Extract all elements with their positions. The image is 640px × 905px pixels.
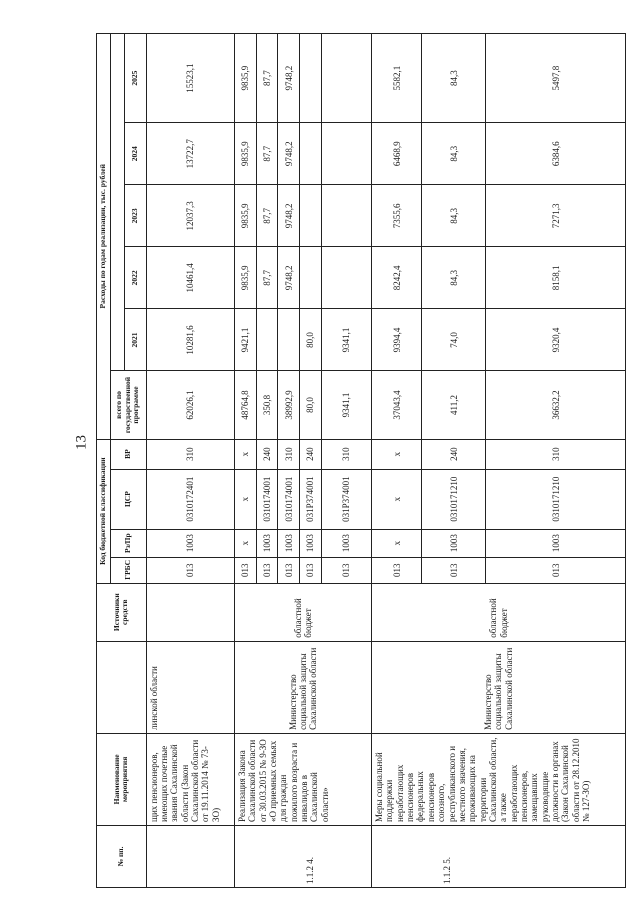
- table-row: [146, 34, 234, 888]
- cell-2024: 84,3: [422, 123, 486, 185]
- cell-total: 411,2: [422, 371, 486, 439]
- cell-vr: 240: [422, 439, 486, 469]
- header-rzpr: Рз/Пр: [110, 529, 146, 557]
- cell-2021: 9421,1: [235, 309, 257, 371]
- header-source: Источники средств: [97, 583, 147, 641]
- header-budget-class: Код бюджетной классификации: [97, 439, 111, 583]
- cell-rzpr: 1003: [256, 529, 278, 557]
- cell-grbs: 013: [321, 557, 371, 583]
- cell-2023: [321, 185, 371, 247]
- cell-2024: [300, 123, 322, 185]
- cell-2021: 80,0: [300, 309, 322, 371]
- header-total: всего по государственной программе: [110, 371, 146, 439]
- header-year-2024: 2024: [124, 123, 146, 185]
- cell-rzpr: 1003: [486, 529, 626, 557]
- cell-grbs: 013: [486, 557, 626, 583]
- cell-num: 1.1.2 4.: [235, 825, 372, 887]
- cell-source: [146, 583, 234, 641]
- cell-rzpr: х: [372, 529, 422, 557]
- header-grbs: ГРБС: [110, 557, 146, 583]
- cell-2022: 8158,1: [486, 247, 626, 309]
- cell-2024: [321, 123, 371, 185]
- cell-2023: 7355,6: [372, 185, 422, 247]
- cell-source: областной бюджет: [372, 583, 626, 641]
- budget-table: [96, 33, 626, 888]
- cell-2022: 87,7: [256, 247, 278, 309]
- cell-total: 80,0: [300, 371, 322, 439]
- cell-csr: 031Р374001: [321, 469, 371, 529]
- cell-csr: 0310174001: [278, 469, 300, 529]
- cell-source: областной бюджет: [235, 583, 372, 641]
- cell-2025: [300, 34, 322, 123]
- header-years-spacer: [110, 34, 124, 371]
- cell-name: Меры социальной поддержки неработающих пенсионеров федеральных пенсионеров союзного, республиканского и местного значения, проживающих на территории Сахалинской области, а также неработающих пенсионеров, замещавших руководящие должности в органах (Закон Сахалинской области от 28.12.2010 № 127-ЗО): [372, 733, 626, 825]
- cell-2022: 84,3: [422, 247, 486, 309]
- cell-vr: 310: [486, 439, 626, 469]
- header-csr: ЦСР: [110, 469, 146, 529]
- cell-vr: 240: [256, 439, 278, 469]
- cell-executor: Министерство социальной защиты Сахалинской области: [235, 641, 372, 733]
- cell-2022: [321, 247, 371, 309]
- cell-2023: 12037,3: [146, 185, 234, 247]
- cell-vr: 310: [321, 439, 371, 469]
- cell-total: 37043,4: [372, 371, 422, 439]
- cell-name: Реализация Закона Сахалинской области от 30.03.2015 № 9-ЗО «О приемных семьях для граждан пожилого возраста и инвалидов в Сахалинской области»: [235, 733, 372, 825]
- cell-2025: 9748,2: [278, 34, 300, 123]
- cell-total: 48764,8: [235, 371, 257, 439]
- cell-2025: [321, 34, 371, 123]
- cell-num: [146, 825, 234, 887]
- cell-2021: 10281,6: [146, 309, 234, 371]
- cell-2023: [300, 185, 322, 247]
- cell-total: 350,8: [256, 371, 278, 439]
- cell-2025: 5497,8: [486, 34, 626, 123]
- cell-csr: 0310174001: [256, 469, 278, 529]
- cell-num: 1.1.2 5.: [372, 825, 626, 887]
- cell-2025: 5582,1: [372, 34, 422, 123]
- cell-executor: линской области: [146, 641, 234, 733]
- cell-2023: 7271,3: [486, 185, 626, 247]
- cell-grbs: 013: [300, 557, 322, 583]
- cell-csr: х: [372, 469, 422, 529]
- cell-rzpr: х: [235, 529, 257, 557]
- cell-grbs: 013: [235, 557, 257, 583]
- cell-2022: 9748,2: [278, 247, 300, 309]
- cell-vr: 310: [146, 439, 234, 469]
- cell-2024: 6468,9: [372, 123, 422, 185]
- cell-2025: 87,7: [256, 34, 278, 123]
- header-year-2023: 2023: [124, 185, 146, 247]
- cell-2025: 9835,9: [235, 34, 257, 123]
- cell-2021: 74,0: [422, 309, 486, 371]
- cell-2021: [256, 309, 278, 371]
- cell-2023: 84,3: [422, 185, 486, 247]
- cell-csr: 0310171210: [422, 469, 486, 529]
- cell-vr: 310: [278, 439, 300, 469]
- cell-2022: 10461,4: [146, 247, 234, 309]
- header-vr: ВР: [110, 439, 146, 469]
- table-row: [235, 34, 257, 888]
- cell-2021: [278, 309, 300, 371]
- cell-rzpr: 1003: [422, 529, 486, 557]
- header-num: № пп.: [97, 825, 147, 887]
- cell-grbs: 013: [372, 557, 422, 583]
- cell-executor: Министерство социальной защиты Сахалинской области: [372, 641, 626, 733]
- cell-csr: 031Р374001: [300, 469, 322, 529]
- cell-total: 38992,9: [278, 371, 300, 439]
- cell-2021: 9320,4: [486, 309, 626, 371]
- cell-csr: 0310172401: [146, 469, 234, 529]
- header-expenses: Расходы по годам реализации, тыс. рублей: [97, 34, 111, 440]
- cell-2022: 9835,9: [235, 247, 257, 309]
- table-row: [372, 34, 422, 888]
- cell-grbs: 013: [422, 557, 486, 583]
- cell-2025: 84,3: [422, 34, 486, 123]
- cell-total: 9341,1: [321, 371, 371, 439]
- cell-2024: 87,7: [256, 123, 278, 185]
- cell-2022: [300, 247, 322, 309]
- cell-rzpr: 1003: [278, 529, 300, 557]
- cell-total: 36632,2: [486, 371, 626, 439]
- cell-2021: 9341,1: [321, 309, 371, 371]
- cell-2022: 8242,4: [372, 247, 422, 309]
- cell-2024: 9835,9: [235, 123, 257, 185]
- cell-vr: 240: [300, 439, 322, 469]
- cell-grbs: 013: [278, 557, 300, 583]
- cell-total: 62026,1: [146, 371, 234, 439]
- cell-csr: х: [235, 469, 257, 529]
- header-executor: [97, 641, 147, 733]
- header-name: Наименование мероприятия: [97, 733, 147, 825]
- cell-rzpr: 1003: [321, 529, 371, 557]
- cell-csr: 0310171210: [486, 469, 626, 529]
- cell-2024: 13722,7: [146, 123, 234, 185]
- cell-2024: 6384,6: [486, 123, 626, 185]
- header-year-2022: 2022: [124, 247, 146, 309]
- cell-vr: х: [372, 439, 422, 469]
- cell-rzpr: 1003: [300, 529, 322, 557]
- cell-2024: 9748,2: [278, 123, 300, 185]
- cell-2025: 15523,1: [146, 34, 234, 123]
- cell-grbs: 013: [146, 557, 234, 583]
- header-year-2025: 2025: [124, 34, 146, 123]
- cell-vr: х: [235, 439, 257, 469]
- header-year-2021: 2021: [124, 309, 146, 371]
- cell-2023: 9835,9: [235, 185, 257, 247]
- cell-name: щих пенсионеров, имеющих почетные звания Сахалинской области (Закон Сахалинской области от 19.11.2014 № 73-ЗО): [146, 733, 234, 825]
- cell-2023: 87,7: [256, 185, 278, 247]
- cell-2021: 9394,4: [372, 309, 422, 371]
- cell-2023: 9748,2: [278, 185, 300, 247]
- page-number: 13: [73, 435, 90, 450]
- cell-rzpr: 1003: [146, 529, 234, 557]
- cell-grbs: 013: [256, 557, 278, 583]
